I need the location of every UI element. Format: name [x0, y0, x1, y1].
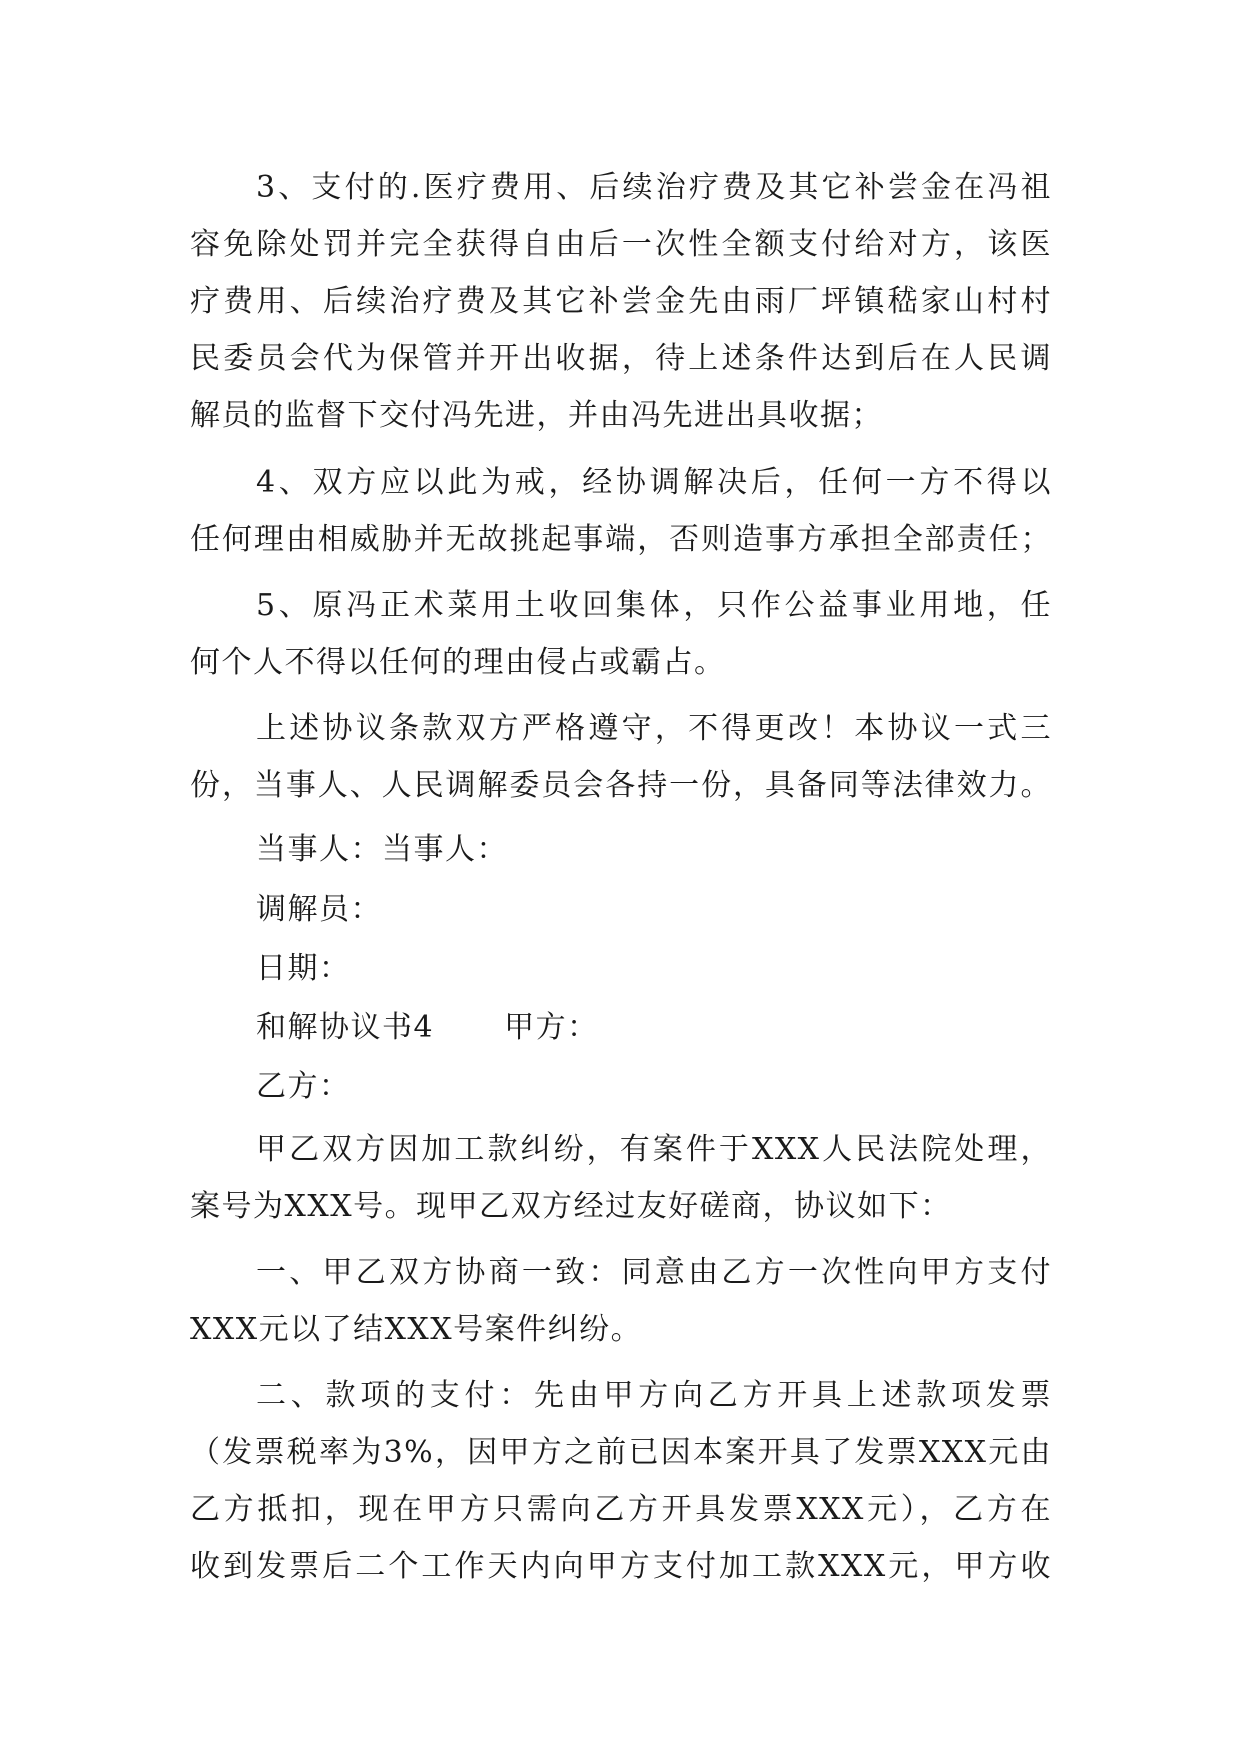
section-heading-line	[256, 998, 599, 1058]
document-line: 案号为XXX号。现甲乙双方经过友好磋商，协议如下：	[190, 1189, 952, 1224]
document-line: 乙方抵扣，现在甲方只需向乙方开具发票XXX元），乙方在	[190, 1492, 1052, 1527]
document-line: 任何理由相威胁并无故挑起事端，否则造事方承担全部责任；	[190, 522, 1052, 557]
document-line: 份，当事人、人民调解委员会各持一份，具备同等法律效力。	[190, 768, 1052, 803]
signature-parties-line: 当事人：当事人：	[256, 832, 508, 867]
document-line: 疗费用、后续治疗费及其它补尝金先由雨厂坪镇嵇家山村村	[190, 284, 1052, 319]
document-line: XXX元以了结XXX号案件纠纷。	[190, 1312, 643, 1347]
document-line: 容免除处罚并完全获得自由后一次性全额支付给对方，该医	[190, 227, 1052, 262]
document-line: 3、支付的.医疗费用、后续治疗费及其它补尝金在冯祖	[256, 170, 1052, 205]
document-line: 解员的监督下交付冯先进，并由冯先进出具收据；	[190, 398, 883, 433]
document-line: 民委员会代为保管并开出收据，待上述条件达到后在人民调	[190, 341, 1052, 376]
document-line: 5、原冯正术菜用土收回集体，只作公益事业用地，任	[256, 588, 1052, 623]
document-line: 甲乙双方因加工款纠纷，有案件于XXX人民法院处理，	[256, 1132, 1052, 1167]
document-line: 二、款项的支付：先由甲方向乙方开具上述款项发票	[256, 1378, 1052, 1413]
mediator-line: 调解员：	[256, 892, 382, 927]
document-line: 上述协议条款双方严格遵守，不得更改！本协议一式三	[256, 711, 1052, 746]
document-line: 收到发票后二个工作天内向甲方支付加工款XXX元，甲方收	[190, 1549, 1052, 1584]
document-line: （发票税率为3%，因甲方之前已因本案开具了发票XXX元由	[190, 1435, 1052, 1470]
section-heading: 和解协议书4	[256, 1010, 435, 1045]
party-a-label: 甲方：	[504, 1010, 599, 1045]
date-line: 日期：	[256, 951, 351, 986]
party-b-label: 乙方：	[256, 1069, 351, 1104]
document-line: 一、甲乙双方协商一致：同意由乙方一次性向甲方支付	[256, 1255, 1052, 1290]
document-line: 4、双方应以此为戒，经协调解决后，任何一方不得以	[256, 465, 1052, 500]
document-line: 何个人不得以任何的理由侵占或霸占。	[190, 645, 726, 680]
